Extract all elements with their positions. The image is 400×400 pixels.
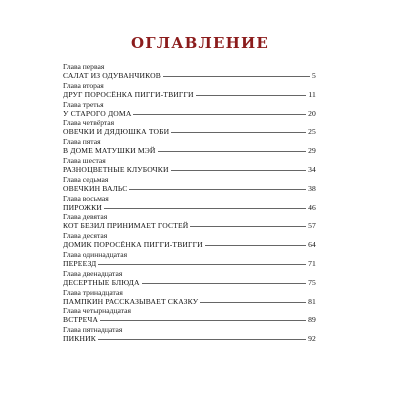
leader-dots	[133, 114, 306, 115]
page-number: 29	[308, 146, 316, 156]
chapter-number: Глава седьмая	[63, 174, 109, 184]
toc-entry[interactable]	[63, 119, 316, 138]
leader-dots	[142, 283, 307, 284]
chapter-number: Глава восьмая	[63, 193, 109, 203]
toc-entry[interactable]	[63, 138, 316, 157]
chapter-title: ПИРОЖКИ	[63, 202, 102, 212]
page-number: 64	[308, 240, 316, 250]
page-number: 57	[308, 221, 316, 231]
page-number: 89	[308, 315, 316, 325]
page-number: 92	[308, 334, 316, 344]
toc-entry[interactable]	[63, 289, 316, 308]
chapter-line	[63, 165, 316, 175]
chapter-line	[63, 184, 316, 194]
chapter-title: ОВЕЧКИ И ДЯДЮШКА ТОБИ	[63, 127, 170, 137]
toc-entry[interactable]	[63, 157, 316, 176]
toc-entry[interactable]	[63, 176, 316, 195]
chapter-line	[63, 146, 316, 156]
toc-entry[interactable]	[63, 213, 316, 232]
toc-entry[interactable]	[63, 326, 316, 345]
toc-entry[interactable]	[63, 195, 316, 214]
chapter-line	[63, 240, 316, 250]
toc-entry[interactable]	[63, 101, 316, 120]
chapter-line	[63, 203, 316, 213]
leader-dots	[171, 170, 306, 171]
page-number: 46	[308, 202, 316, 212]
leader-dots	[98, 264, 306, 265]
page-number: 75	[308, 277, 316, 287]
toc-entry[interactable]	[63, 307, 316, 326]
chapter-title: ПЕРЕЕЗД	[63, 258, 97, 268]
chapter-number: Глава вторая	[63, 80, 104, 90]
page-number: 5	[312, 71, 316, 80]
leader-dots	[205, 245, 306, 246]
chapter-title: САЛАТ ИЗ ОДУВАНЧИКОВ	[63, 71, 162, 80]
chapter-number: Глава пятнадцатая	[63, 325, 123, 335]
page-number: 34	[308, 164, 316, 174]
chapter-number: Глава четырнадцатая	[63, 306, 131, 316]
chapter-number: Глава одиннадцатая	[63, 249, 128, 259]
chapter-line	[63, 90, 316, 100]
chapter-number: Глава десятая	[63, 231, 108, 241]
chapter-number: Глава тринадцатая	[63, 287, 123, 297]
chapter-title: В ДОМЕ МАТУШКИ МЭЙ	[63, 146, 156, 156]
chapter-number: Глава шестая	[63, 155, 106, 165]
chapter-line	[63, 109, 316, 119]
chapter-title: У СТАРОГО ДОМА	[63, 108, 132, 118]
leader-dots	[190, 226, 306, 227]
leader-dots	[196, 95, 307, 96]
toc-entry[interactable]	[63, 82, 316, 101]
toc-entry[interactable]	[63, 63, 316, 82]
chapter-number: Глава пятая	[63, 137, 101, 147]
chapter-line	[63, 334, 316, 344]
leader-dots	[98, 339, 306, 340]
chapter-line	[63, 278, 316, 288]
toc-entry[interactable]	[63, 251, 316, 270]
chapter-number: Глава девятая	[63, 212, 108, 222]
chapter-line	[63, 315, 316, 325]
leader-dots	[100, 320, 306, 321]
chapter-number: Глава четвёртая	[63, 118, 115, 128]
leader-dots	[158, 151, 307, 152]
chapter-title: ПИКНИК	[63, 334, 96, 344]
chapter-title: ДРУГ ПОРОСЁНКА ПИГГИ-ТВИГГИ	[63, 89, 194, 99]
page-number: 71	[308, 258, 316, 268]
leader-dots	[163, 76, 310, 77]
chapter-number: Глава двенадцатая	[63, 268, 123, 278]
chapter-number: Глава третья	[63, 99, 104, 109]
chapter-line	[63, 127, 316, 137]
chapter-title: ВСТРЕЧА	[63, 315, 99, 325]
chapter-title: ПАМПКИН РАССКАЗЫВАЕТ СКАЗКУ	[63, 296, 199, 306]
chapter-title: ДЕСЕРТНЫЕ БЛЮДА	[63, 277, 140, 287]
page-number: 38	[308, 183, 316, 193]
page-number: 81	[308, 296, 316, 306]
page-number: 11	[308, 89, 316, 99]
chapter-title: КОТ БЕЗИЛ ПРИНИМАЕТ ГОСТЕЙ	[63, 221, 189, 231]
leader-dots	[200, 302, 306, 303]
toc-entry[interactable]	[63, 232, 316, 251]
leader-dots	[171, 132, 306, 133]
page-number: 25	[308, 127, 316, 137]
page-title: ОГЛАВЛЕНИЕ	[130, 34, 270, 52]
chapter-number: Глава первая	[63, 62, 105, 71]
chapter-line	[63, 259, 316, 269]
table-of-contents	[63, 63, 316, 345]
toc-entry[interactable]	[63, 270, 316, 289]
chapter-title: ДОМИК ПОРОСЁНКА ПИГГИ-ТВИГГИ	[63, 240, 203, 250]
chapter-title: РАЗНОЦВЕТНЫЕ КЛУБОЧКИ	[63, 164, 169, 174]
chapter-line	[63, 221, 316, 231]
chapter-line	[63, 297, 316, 307]
leader-dots	[129, 189, 306, 190]
leader-dots	[104, 208, 306, 209]
chapter-title: ОВЕЧКИН ВАЛЬС	[63, 183, 128, 193]
chapter-line	[63, 71, 316, 81]
page-number: 20	[308, 108, 316, 118]
